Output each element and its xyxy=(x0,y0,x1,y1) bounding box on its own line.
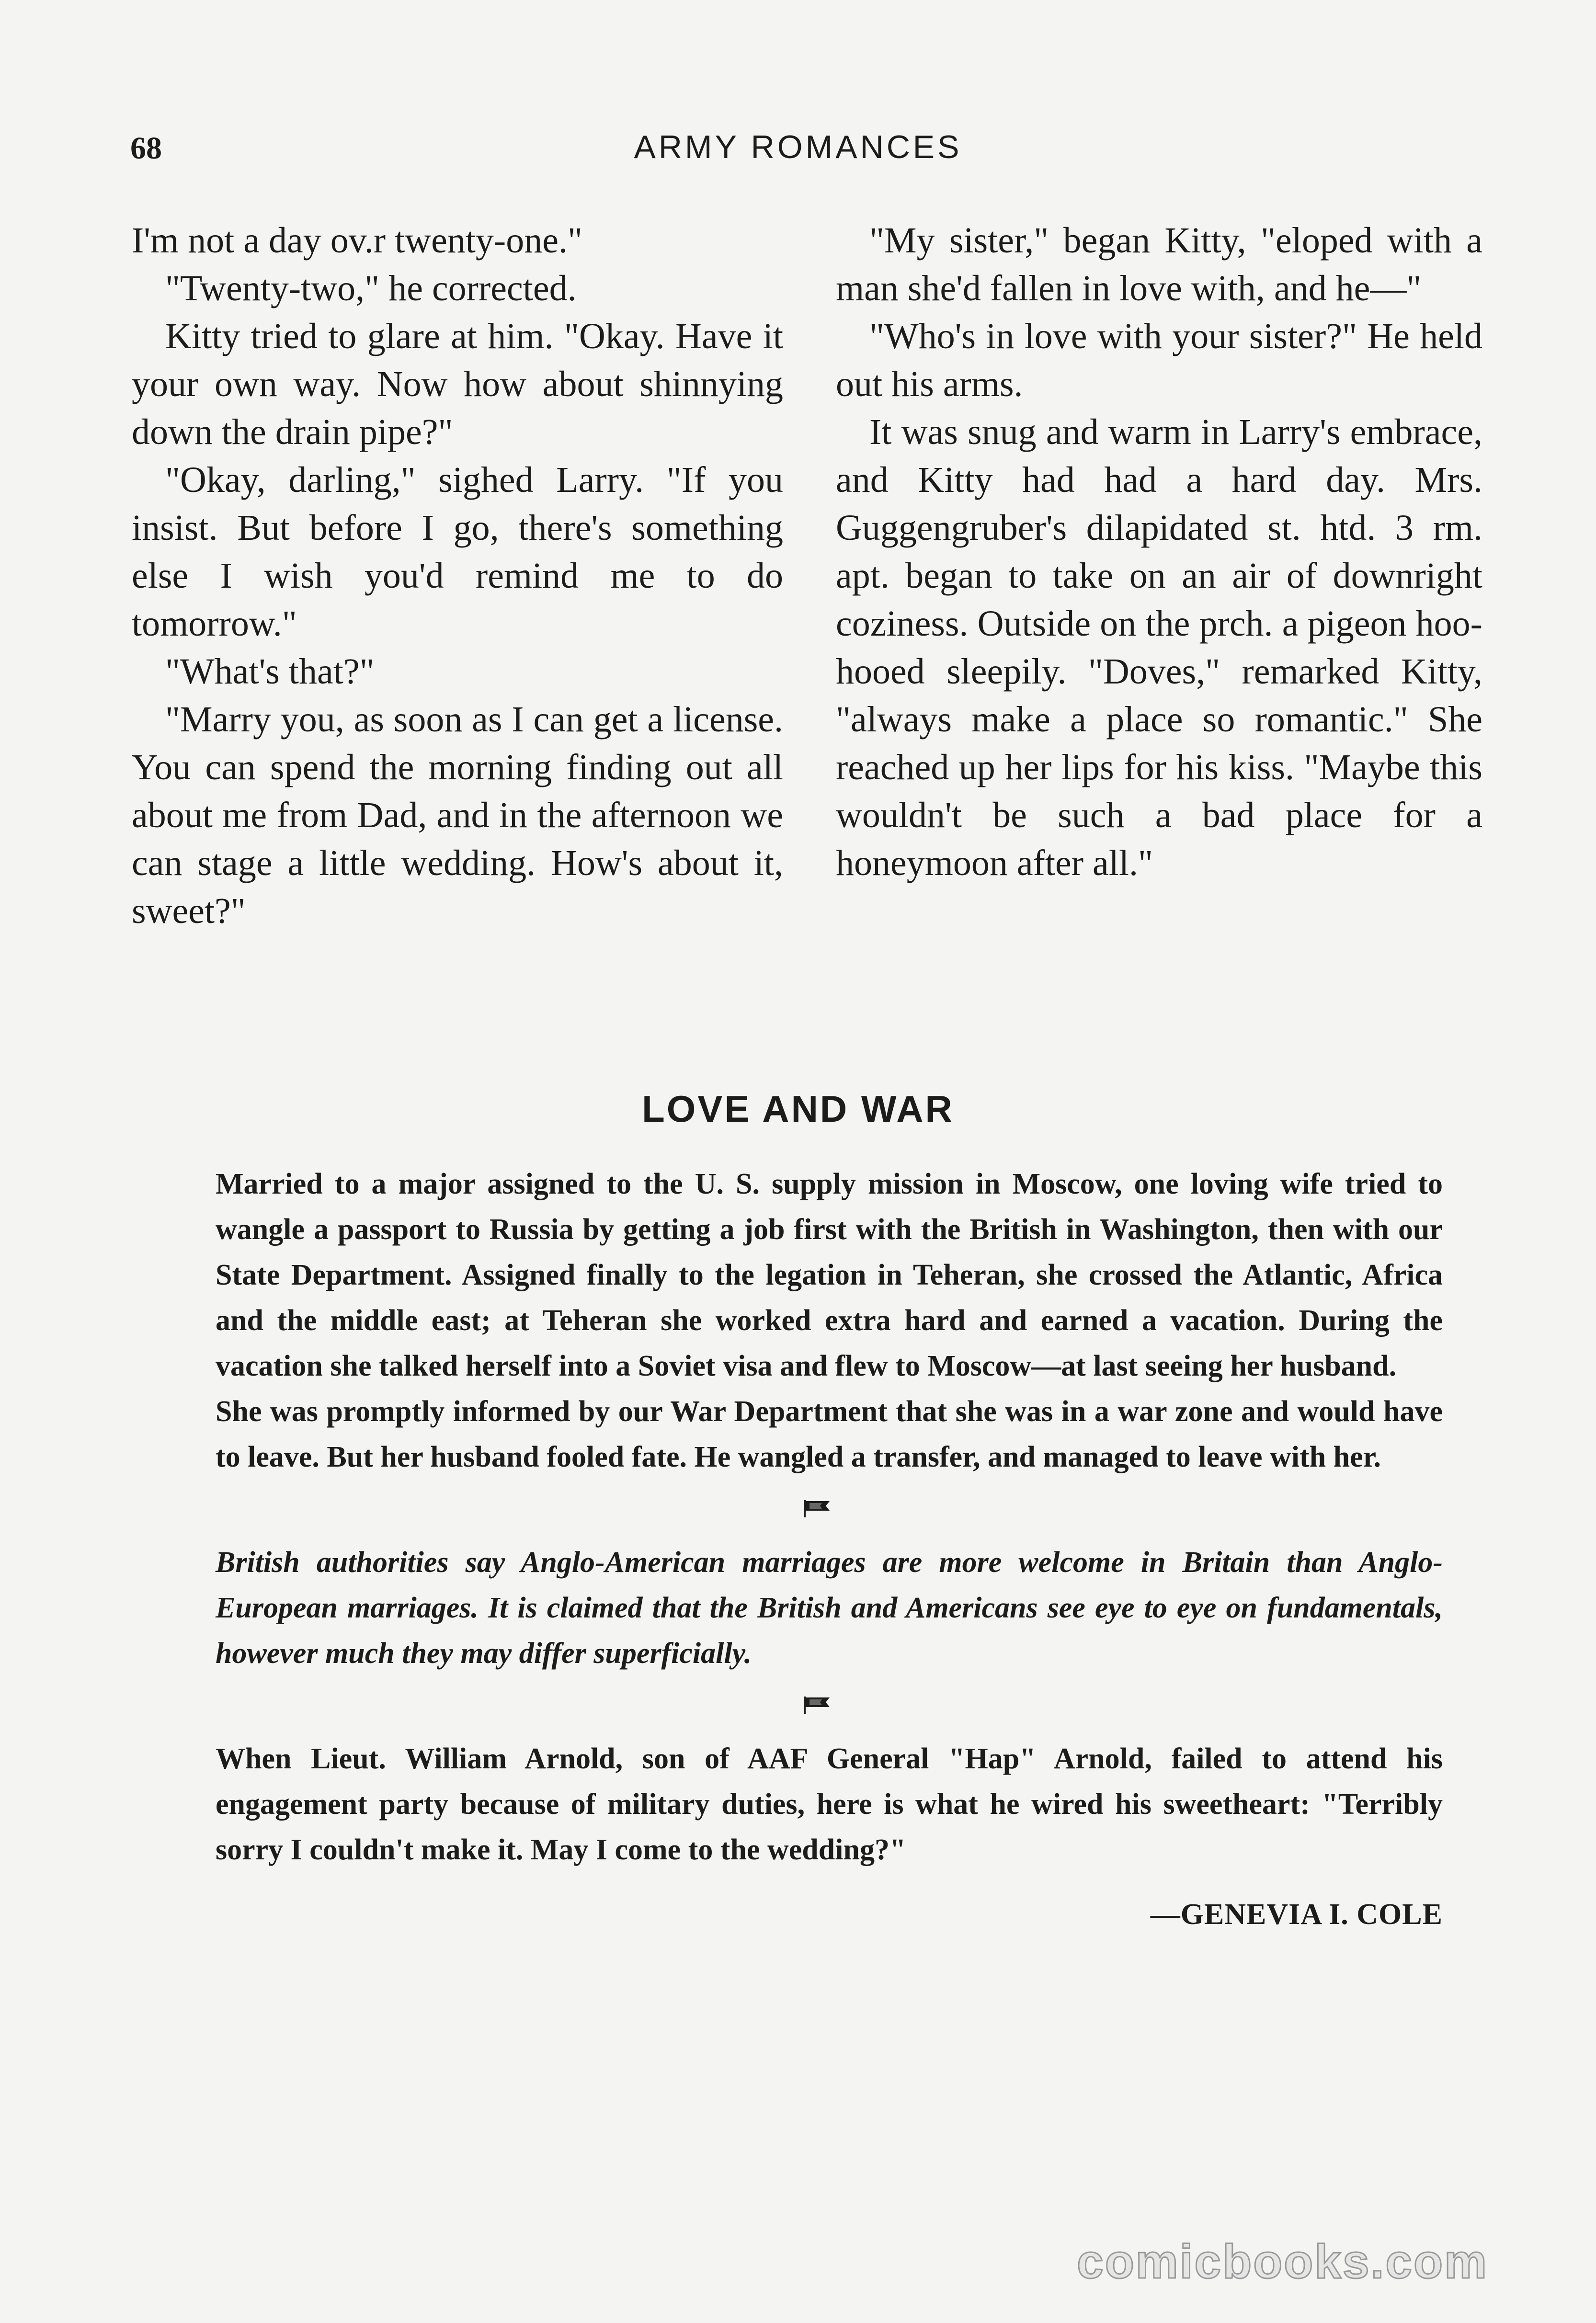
article-paragraph: She was promptly informed by our War Department that she was in a war zone and would have to leave. But her husband fooled fate. He wangled a transfer, and managed to leave with her. xyxy=(216,1395,1443,1473)
story-paragraph: "Twenty-two," he corrected. xyxy=(165,268,577,308)
story-paragraph: "Okay, darling," sighed Larry. "If you insist. But before I go, there's something else I wish you'd remind me to do tomorrow." xyxy=(132,460,783,644)
story-right-column xyxy=(836,216,1482,887)
flag-icon xyxy=(216,1676,1443,1736)
story-paragraph: "Marry you, as soon as I can get a license. You can spend the morning finding out all about me from Dad, and in the afternoon we can stage a little wedding. How's about it, sweet?" xyxy=(132,699,783,931)
story-paragraph: Kitty tried to glare at him. "Okay. Have it your own way. Now how about shinnying down the drain pipe?" xyxy=(132,316,783,452)
page-number: 68 xyxy=(130,131,162,166)
article-paragraph: When Lieut. William Arnold, son of AAF General "Hap" Arnold, failed to attend his engagement party because of military duties, here is what he wired his sweetheart: "Terribly sorry I couldn't make it. May I come to the wedding?" xyxy=(216,1742,1443,1866)
story-paragraph: "What's that?" xyxy=(165,651,375,692)
byline: —GENEVIA I. COLE xyxy=(1150,1898,1443,1931)
story-paragraph: "My sister," began Kitty, "eloped with a man she'd fallen in love with, and he—" xyxy=(836,220,1482,308)
article-paragraph: British authorities say Anglo-American marriages are more welcome in Britain than Anglo-European marriages. It is claimed that the British and Americans see eye to eye on fundamentals, however much they may differ superficially. xyxy=(216,1546,1443,1670)
running-title: ARMY ROMANCES xyxy=(634,129,962,165)
article-title: LOVE AND WAR xyxy=(642,1088,954,1130)
article-body xyxy=(216,1162,1443,1937)
story-left-column xyxy=(132,216,783,935)
story-paragraph: It was snug and warm in Larry's embrace, and Kitty had had a hard day. Mrs. Guggengruber's dilapidated st. htd. 3 rm. apt. began to take on an air of downright coziness. Outside on the prch. a pigeon hoo-hooed sleepily. "Doves," remarked Kitty, "always make a place so romantic." She reached up her lips for his kiss. "Maybe this wouldn't be such a bad place for a honeymoon after all." xyxy=(836,412,1482,883)
watermark: comicbooks.com xyxy=(1077,2235,1488,2289)
story-paragraph: I'm not a day ov.r twenty-one." xyxy=(132,220,582,261)
flag-icon xyxy=(216,1480,1443,1540)
story-paragraph: "Who's in love with your sister?" He held out his arms. xyxy=(836,316,1482,404)
article-paragraph: Married to a major assigned to the U. S. supply mission in Moscow, one loving wife tried to wangle a passport to Russia by getting a job first with the British in Washington, then with our State Department. Assigned finally to the legation in Teheran, she crossed the Atlantic, Africa and the middle east; at Teheran she worked extra hard and earned a vacation. During the vacation she talked herself into a Soviet visa and flew to Moscow—at last seeing her husband. xyxy=(216,1168,1443,1382)
